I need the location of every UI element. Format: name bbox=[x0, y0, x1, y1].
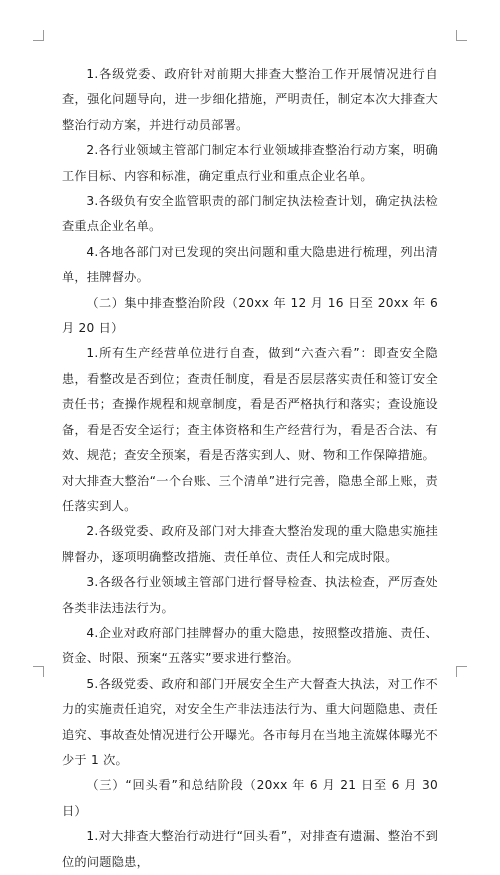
paragraph-4: 4.各地各部门对已发现的突出问题和重大隐患进行梳理，列出清单，挂牌督办。 bbox=[62, 244, 438, 285]
crop-mark-top-right bbox=[456, 30, 467, 41]
section-heading-2: （二）集中排查整治阶段（20xx 年 12 月 16 日至 20xx 年 6 月 20 日） bbox=[62, 295, 438, 336]
paragraph-8: 3.各级各行业领域主管部门进行督导检查、执法检查，严厉查处各类非法违法行为。 bbox=[62, 575, 438, 615]
paragraph-9: 4.企业对政府部门挂牌督办的重大隐患，按照整改措施、责任、资金、时限、预案“五落实”要求进行整治。 bbox=[62, 625, 438, 666]
paragraph-10: 5.各级党委、政府和部门开展安全生产大督查大执法，对工作不力的实施责任追究，对安全生产非法违法行为、重大问题隐患、责任追究、事故查处情况进行公开曝光。各市每月在当地主流媒体曝光不少于 1 次。 bbox=[62, 676, 438, 767]
paragraph-11: 1.对大排查大整治行动进行“回头看”，对排查有遗漏、整治不到位的问题隐患， bbox=[62, 829, 438, 869]
crop-mark-bottom-right bbox=[456, 666, 467, 677]
paragraph-3: 3.各级负有安全监管职责的部门制定执法检查计划，确定执法检查重点企业名单。 bbox=[62, 194, 438, 234]
crop-mark-bottom-left bbox=[33, 666, 44, 677]
paragraph-2: 2.各行业领域主管部门制定本行业领域排查整治行动方案，明确工作目标、内容和标准，确定重点行业和重点企业名单。 bbox=[62, 143, 438, 183]
document-body bbox=[62, 62, 438, 875]
paragraph-6: 对大排查大整治“一个台账、三个清单”进行完善，隐患全部上账，责任落实到人。 bbox=[62, 473, 438, 513]
crop-mark-top-left bbox=[33, 30, 44, 41]
paragraph-1: 1.各级党委、政府针对前期大排查大整治工作开展情况进行自查，强化问题导向，进一步细化措施，严明责任，制定本次大排查大整治行动方案，并进行动员部署。 bbox=[62, 67, 438, 132]
paragraph-5: 1.所有生产经营单位进行自查，做到“六查六看”：即查安全隐患，看整改是否到位；查责任制度，看是否层层落实责任和签订安全责任书；查操作规程和规章制度，看是否严格执行和落实；查设施设备，看是否安全运行；查主体资格和生产经营行为，看是否合法、有效、规范；查安全预案，看是否落实到人、财、物和工作保障措施。 bbox=[62, 346, 438, 463]
section-heading-3: （三）“回头看”和总结阶段（20xx 年 6 月 21 日至 6 月 30 日） bbox=[62, 778, 438, 818]
paragraph-7: 2.各级党委、政府及部门对大排查大整治发现的重大隐患实施挂牌督办，逐项明确整改措施、责任单位、责任人和完成时限。 bbox=[62, 524, 438, 564]
